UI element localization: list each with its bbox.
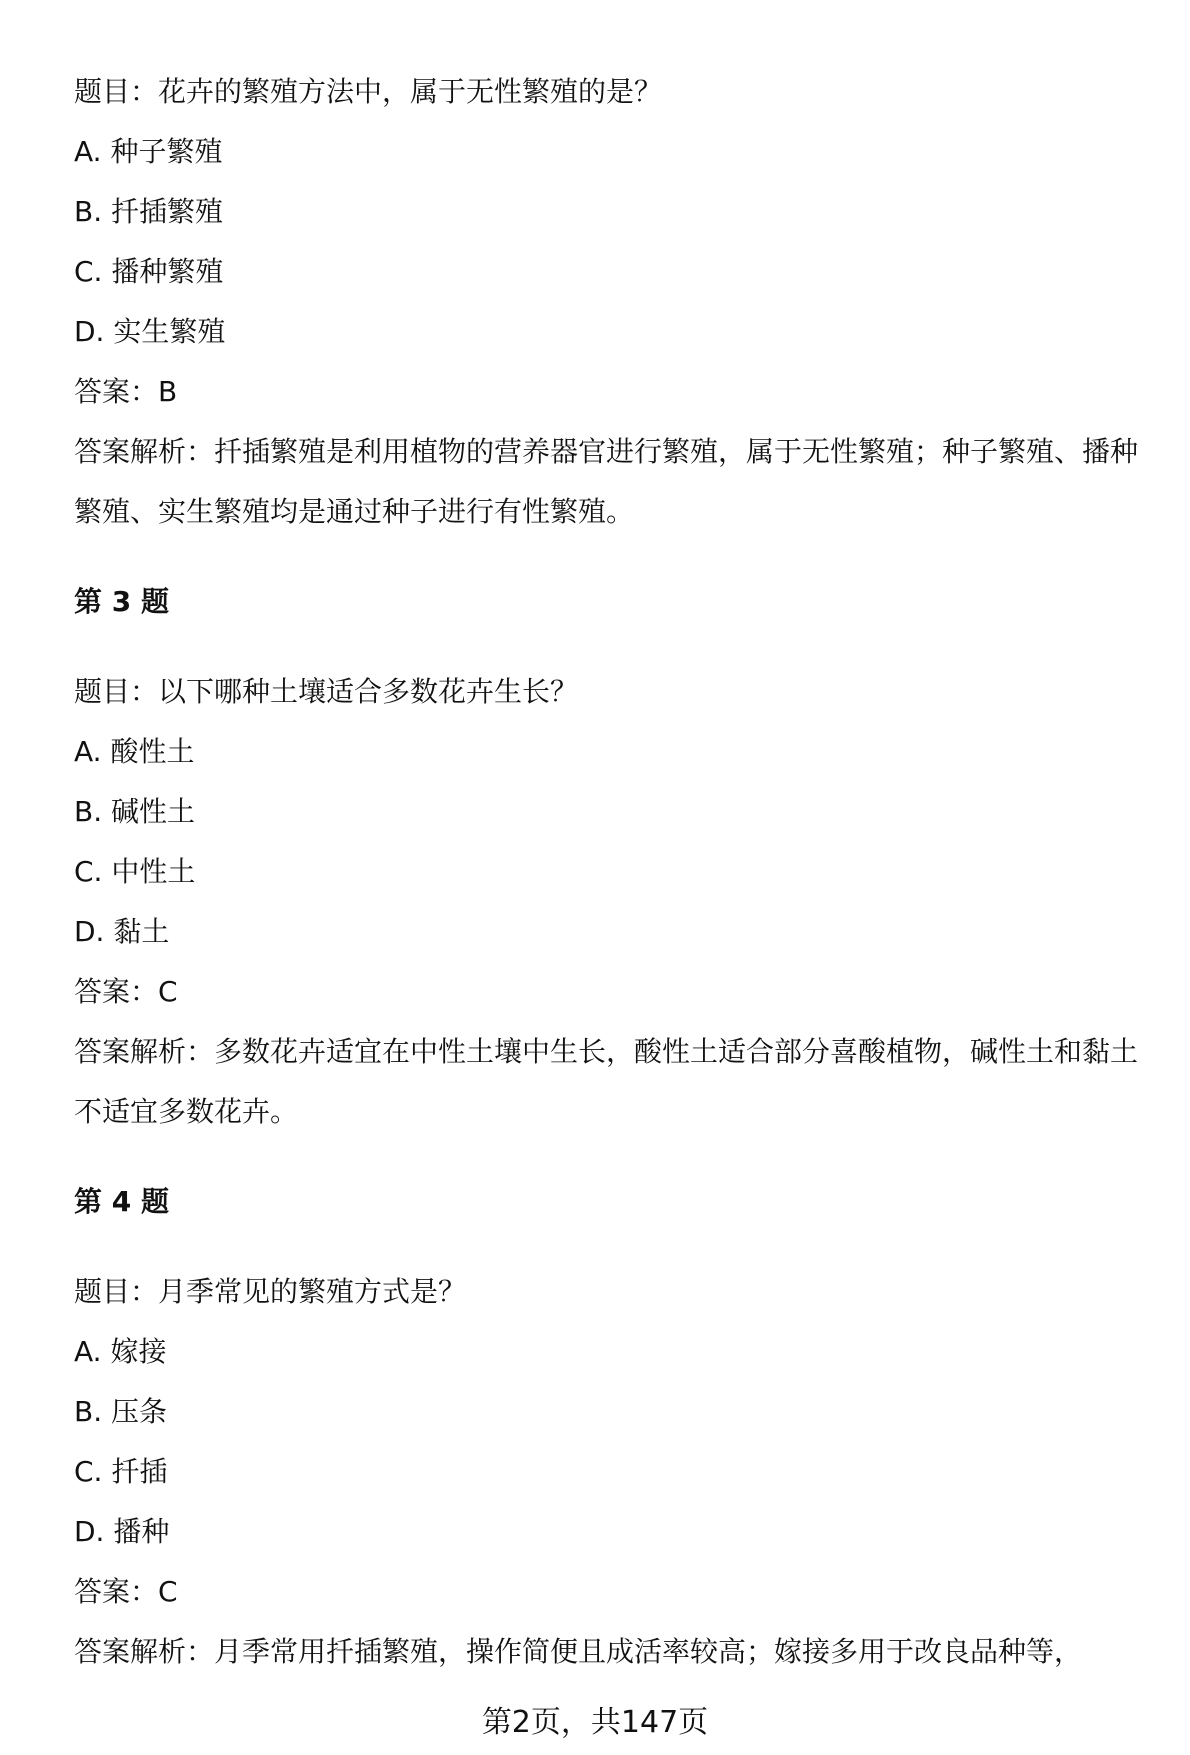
answer-text: 答案：C	[74, 1575, 178, 1608]
question-block-2	[74, 62, 1164, 542]
option-a: A. 嫁接	[74, 1335, 167, 1368]
option-b: B. 碱性土	[74, 795, 196, 828]
option-d: D. 播种	[74, 1515, 170, 1548]
answer-text: 答案：B	[74, 375, 178, 408]
page-indicator: 第2页，共147页	[481, 1705, 709, 1740]
question-block-3	[74, 662, 1164, 1142]
answer-analysis: 答案解析：扦插繁殖是利用植物的营养器官进行繁殖，属于无性繁殖；种子繁殖、播种繁殖、实生繁殖均是通过种子进行有性繁殖。	[74, 435, 1139, 528]
option-a: A. 种子繁殖	[74, 135, 223, 168]
option-b: B. 压条	[74, 1395, 168, 1428]
document-page	[74, 62, 1164, 1682]
option-c: C. 扦插	[74, 1455, 168, 1488]
option-d: D. 实生繁殖	[74, 315, 226, 348]
option-d: D. 黏土	[74, 915, 170, 948]
answer-analysis: 答案解析：多数花卉适宜在中性土壤中生长，酸性土适合部分喜酸植物，碱性土和黏土不适宜多数花卉。	[74, 1035, 1139, 1128]
answer-text: 答案：C	[74, 975, 178, 1008]
option-b: B. 扦插繁殖	[74, 195, 224, 228]
question-text: 题目：花卉的繁殖方法中，属于无性繁殖的是？	[74, 75, 663, 108]
question-block-4	[74, 1262, 1164, 1682]
question-text: 题目：以下哪种土壤适合多数花卉生长？	[74, 675, 579, 708]
option-c: C. 中性土	[74, 855, 196, 888]
answer-analysis: 答案解析：月季常用扦插繁殖，操作简便且成活率较高；嫁接多用于改良品种等，	[74, 1635, 1083, 1668]
question-heading-4: 第 4 题	[74, 1185, 169, 1218]
question-text: 题目：月季常见的繁殖方式是？	[74, 1275, 467, 1308]
question-heading-3: 第 3 题	[74, 585, 169, 618]
option-a: A. 酸性土	[74, 735, 195, 768]
option-c: C. 播种繁殖	[74, 255, 224, 288]
